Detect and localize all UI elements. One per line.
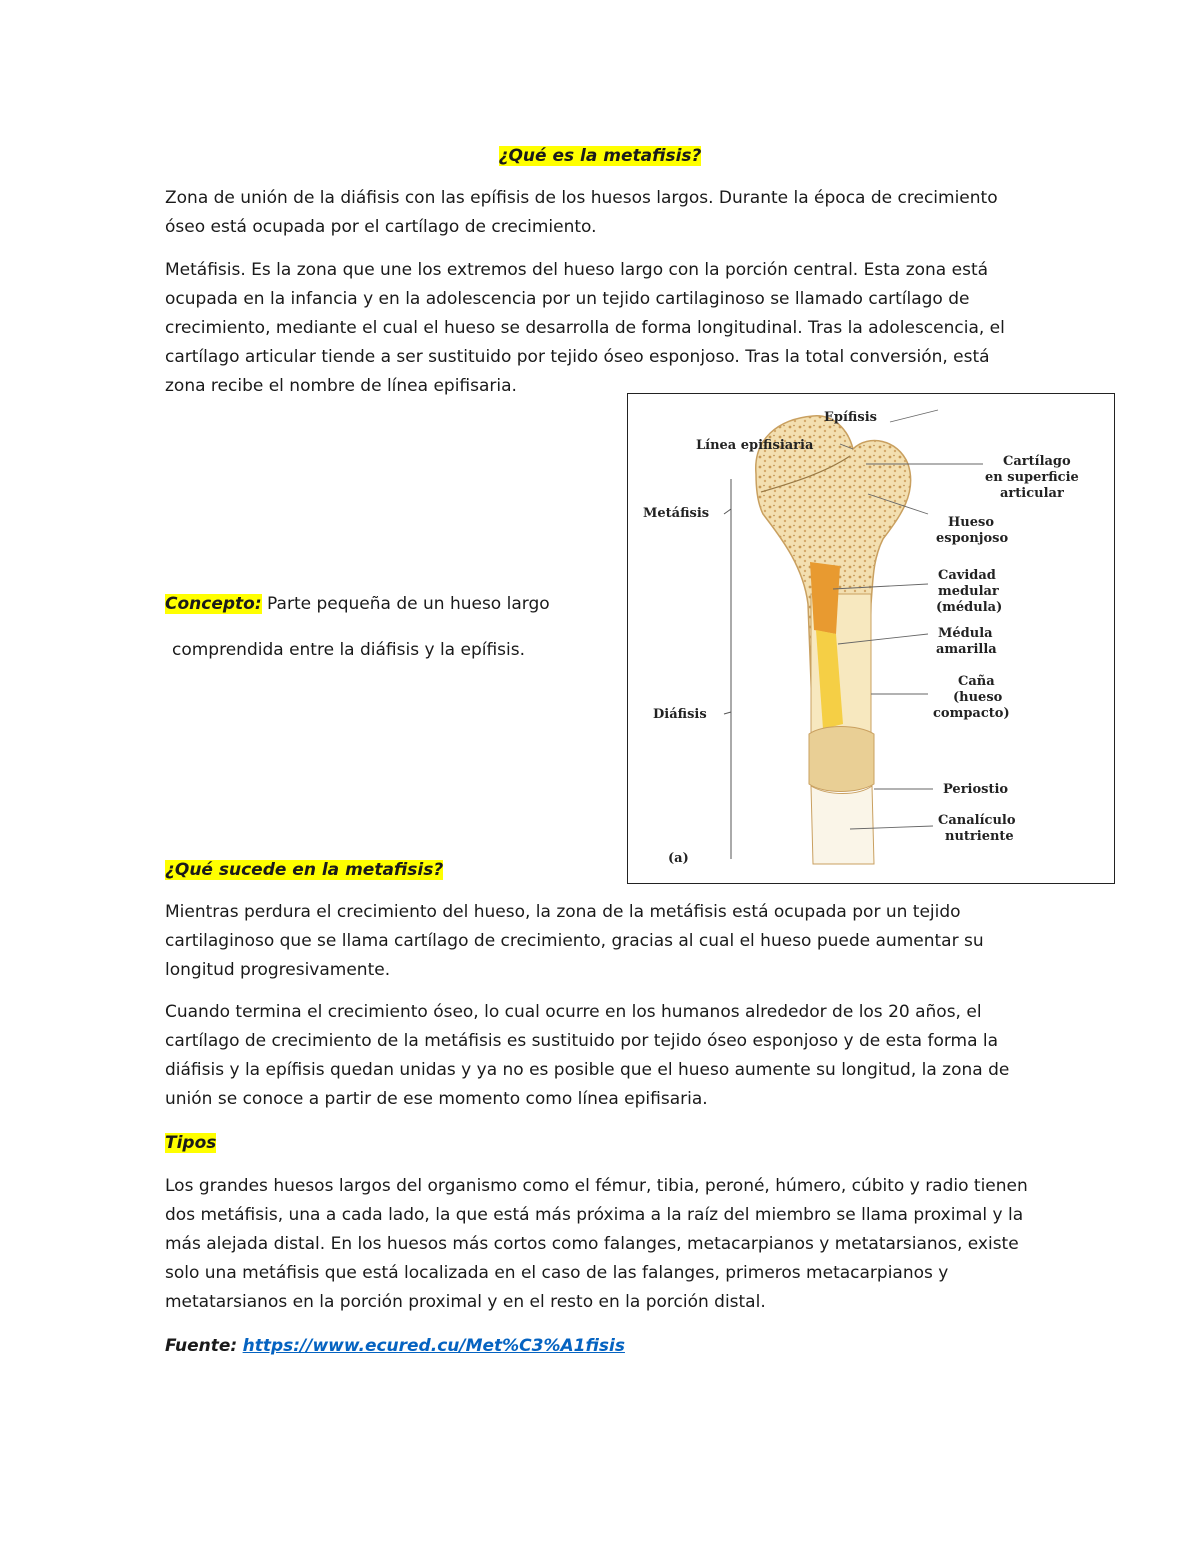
source-label: Fuente: [165,1336,238,1356]
label-medula-2: amarilla [936,642,997,657]
bone-illustration [628,394,1114,883]
page-title: ¿Qué es la metafisis? [498,146,702,166]
concept-label: Concepto: [165,594,262,614]
label-medula-1: Médula [938,626,993,641]
section2-paragraph-1: Mientras perdura el crecimiento del hueso, la zona de la metáfisis está ocupada por un tejido cartilaginoso que se llama cartílago de crecimiento, gracias al cual el hueso puede aumentar su longitud progresivamente. [165,902,984,980]
label-cana-3: compacto) [933,706,1010,721]
medullary-cavity [810,562,840,634]
label-cavidad-1: Cavidad [938,568,996,583]
label-esponjoso-1: Hueso [948,515,994,530]
label-linea: Línea epifisiaria [696,438,814,453]
label-cavidad-2: medular [938,584,999,599]
section2-paragraph-2: Cuando termina el crecimiento óseo, lo cual ocurre en los humanos alrededor de los 20 años, el cartílago de crecimiento de la metáfisis es sustituido por tejido óseo esponjoso y de esta forma la diáfisis y la epífisis quedan unidas y ya no es posible que el hueso aumente su longitud, la zona de unión se conoce a partir de ese momento como línea epifisaria. [165,1002,1010,1109]
label-diafisis: Diáfisis [653,707,707,722]
label-cavidad-3: (médula) [936,600,1003,615]
definition-paragraph: Metáfisis. Es la zona que une los extremos del hueso largo con la porción central. Esta zona está ocupada en la infancia y en la adolescencia por un tejido cartilaginoso se llamado cartílago de crecimiento, mediante el cual el hueso se desarrolla de forma longitudinal. Tras la adolescencia, el cartílago articular tiende a ser sustituido por tejido óseo esponjoso. Tras la total conversión, está zona recibe el nombre de línea epifisaria. [165,260,1005,396]
label-cartilago-2: en superficie [985,470,1079,485]
label-cana-1: Caña [958,674,995,689]
section2-title: ¿Qué sucede en la metafisis? [165,860,444,880]
intro-paragraph: Zona de unión de la diáfisis con las epífisis de los huesos largos. Durante la época de crecimiento óseo está ocupada por el cartílago de crecimiento. [165,188,998,237]
label-panel: (a) [668,851,689,866]
concept-line-2: comprendida entre la diáfisis y la epífisis. [172,640,526,660]
label-metafisis: Metáfisis [643,506,710,521]
types-title: Tipos [165,1133,217,1153]
label-cartilago-3: articular [1000,486,1064,501]
source-line [165,1332,1035,1361]
label-epifisis: Epífisis [824,410,877,425]
bone-diagram [627,393,1115,884]
periosteum-shape [809,727,874,792]
label-cartilago-1: Cartílago [1003,454,1071,469]
types-paragraph: Los grandes huesos largos del organismo como el fémur, tibia, peroné, húmero, cúbito y radio tienen dos metáfisis, una a cada lado, la que está más próxima a la raíz del miembro se llama proximal y la más alejada distal. En los huesos más cortos como falanges, metacarpianos y metatarsianos, existe solo una metáfisis que está localizada en el caso de las falanges, primeros metacarpianos y metatarsianos en la porción proximal y en el resto en la porción distal. [165,1176,1028,1312]
label-canal-1: Canalículo [938,813,1016,828]
label-cana-2: (hueso [953,690,1003,705]
bracket-ticks [724,509,731,714]
concept-line-1: Concepto: Parte pequeña de un hueso largo [165,594,550,614]
lower-shaft [811,786,874,864]
label-esponjoso-2: esponjoso [936,531,1009,546]
label-canal-2: nutriente [945,829,1014,844]
label-periostio: Periostio [943,782,1009,797]
source-link[interactable]: https://www.ecured.cu/Met%C3%A1fisis [242,1336,625,1356]
